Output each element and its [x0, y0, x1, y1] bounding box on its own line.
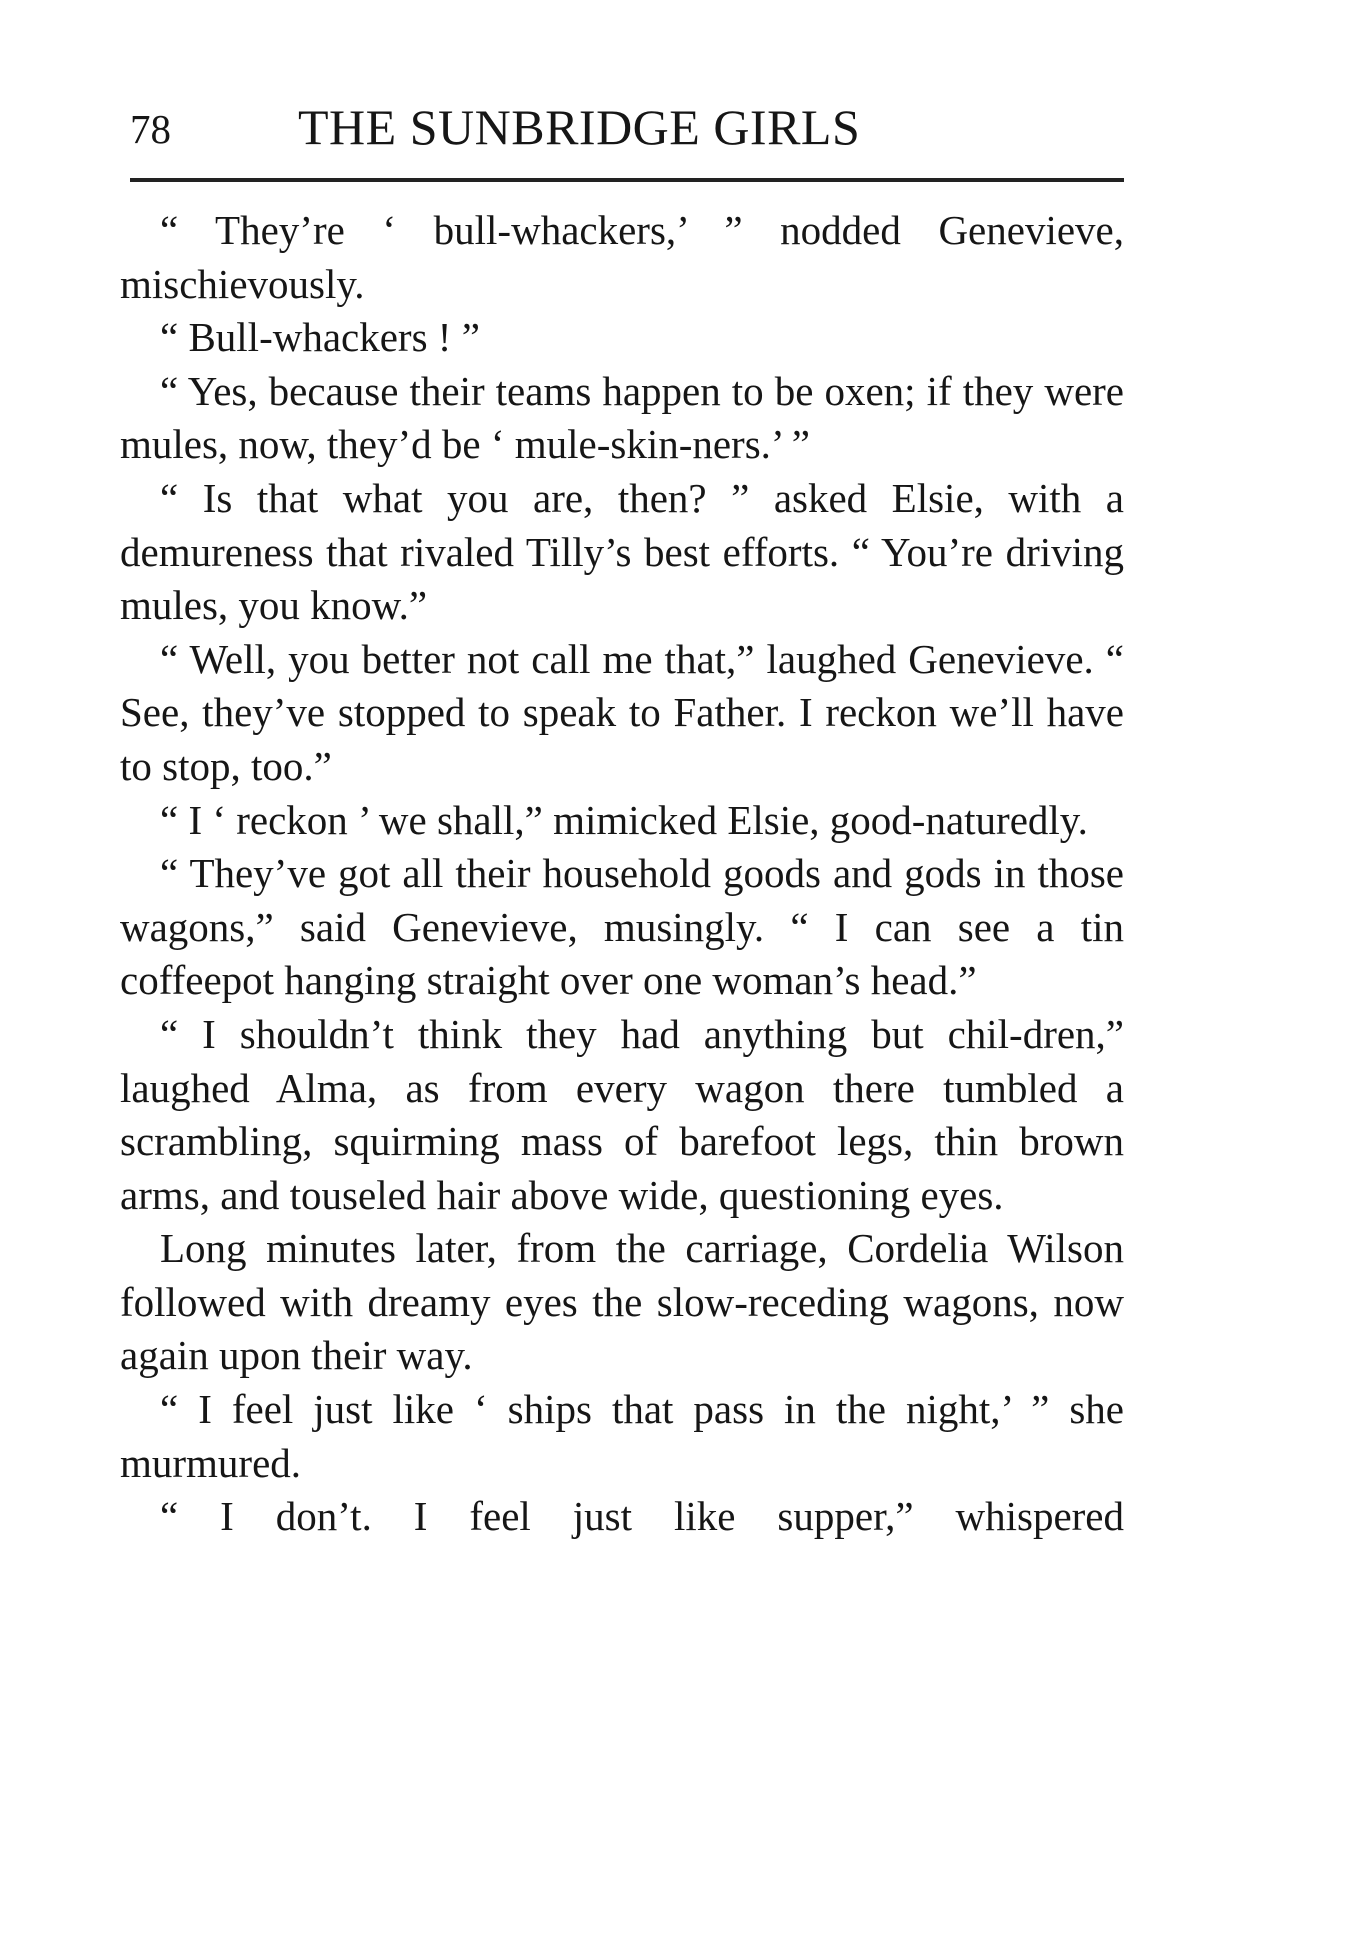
paragraph: “ Well, you better not call me that,” laughed Genevieve. “ See, they’ve stopped to speak to Father. I reckon we’ll have to stop, too.” — [120, 635, 1124, 789]
paragraph: Long minutes later, from the carriage, Cordelia Wilson followed with dreamy eyes the slow-receding wagons, now again upon their way. — [120, 1225, 1124, 1379]
paragraph: “ I ‘ reckon ’ we shall,” mimicked Elsie, good-naturedly. — [160, 796, 1088, 843]
paragraph: “ Is that what you are, then? ” asked Elsie, with a demureness that rivaled Tilly’s best efforts. “ You’re driving mules, you know.” — [120, 474, 1124, 629]
running-title: THE SUNBRIDGE GIRLS — [298, 99, 861, 155]
paragraph: “ I feel just like ‘ ships that pass in the night,’ ” she murmured. — [120, 1386, 1124, 1486]
paragraph: “ I shouldn’t think they had anything but chil-dren,” laughed Alma, as from every wagon there tumbled a scrambling, squirming mass of barefoot legs, thin brown arms, and touseled hair above wide, questioning eyes. — [120, 1010, 1124, 1218]
running-head — [130, 98, 1120, 160]
paragraph: “ Bull-whackers ! ” — [160, 314, 480, 361]
paragraph: “ Yes, because their teams happen to be oxen; if they were mules, now, they’d be ‘ mule-skin-ners.’ ” — [120, 367, 1124, 468]
paragraph: “ I don’t. I feel just like supper,” whispered — [160, 1493, 1124, 1540]
paragraph: “ They’re ‘ bull-whackers,’ ” nodded Genevieve, mischievously. — [120, 207, 1124, 307]
header-rule — [130, 178, 1124, 182]
paragraph: “ They’ve got all their household goods and gods in those wagons,” said Genevieve, musingly. “ I can see a tin coffeepot hanging straight over one woman’s head.” — [120, 850, 1124, 1004]
body-text — [120, 204, 1124, 1544]
page-number: 78 — [130, 106, 171, 152]
